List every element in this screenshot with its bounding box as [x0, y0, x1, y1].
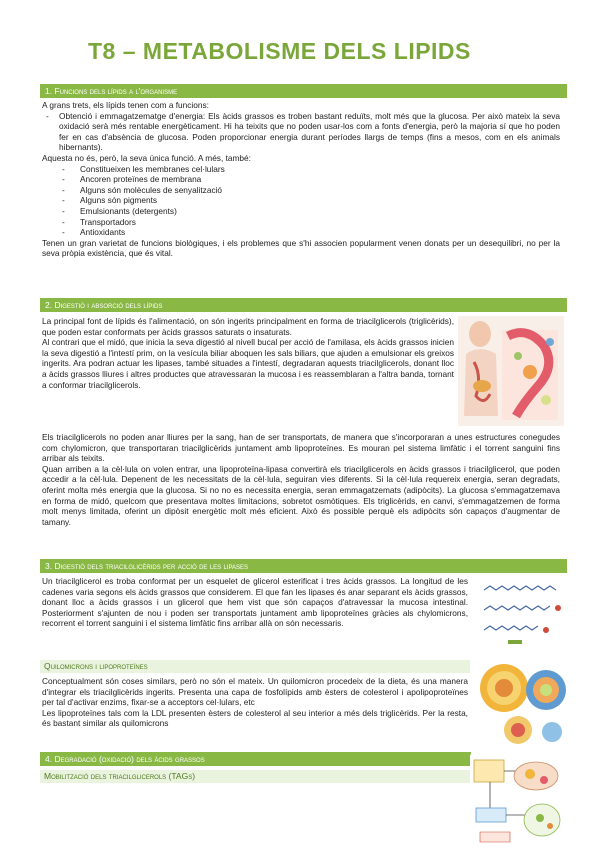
section-3-body — [42, 576, 468, 629]
s1-more-item: - Antioxidants — [42, 227, 560, 238]
section-1-heading: 1. Funcions dels lípids a l'organisme — [40, 84, 567, 98]
s2-p3: Els triacilglicerols no poden anar lliures per la sang, han de ser transportats, de manera que s'incorporaran a unes estructures conegudes com chylomicron, que transportaran triacilglicèrids juntament amb lipoproteïnes. Es mouran pel sistema limfàtic i el torrent sanguini fins arribar als teixits. — [42, 432, 560, 464]
s1-intro: A grans trets, els lípids tenen com a funcions: — [42, 100, 209, 110]
section-1-body — [42, 100, 560, 259]
s1-more-item: - Alguns són molècules de senyalització — [42, 185, 560, 196]
s3-p3: Les lipoproteïnes tals com la LDL presenten èsters de colesterol al seu interior a més dels triglicèrids. Per la resta, és bastant similar als quilomicrons — [42, 707, 468, 729]
s1-more-item: - Constitueixen les membranes cel·lulars — [42, 164, 560, 175]
s2-p2: Al contrari que el midó, que inicia la seva digestió al nivell bucal per acció de l'amilasa, els àcids grassos inicien la seva digestió a l'intestí prim, on la vesícula biliar aboquen les sals biliars, que ajuden a emulsionar els greixos ingerits. Ara podran actuar les lipases, també situades a l'intestí, degradaran aquests triacilglicerols, donant lloc a àcids grassos lliures i altres productes que atravessaran la mucosa i es reassemblaran a l'altra banda, tornant a conformar triacilglicerols. — [42, 337, 454, 390]
chylomicron-lipoprotein-image — [478, 660, 568, 746]
tag-mobilization-diagram-image — [470, 754, 566, 846]
s1-more-item: - Transportadors — [42, 217, 560, 228]
s1-more-item: - Emulsionants (detergents) — [42, 206, 560, 217]
section-3-body-2 — [42, 676, 468, 729]
s1-outro: Tenen un gran varietat de funcions biològiques, i els problemes que s'hi associen popularment venen donats per un desequilibri, no per la seva pròpia existència, que és vital. — [42, 237, 560, 259]
s3-p1: Un triacilglicerol es troba conformat per un esquelet de glicerol esterificat i tres àcids grassos. La longitud de les cadenes varia segons els àcids grassos que considerem. El que fan les lipases és anar separant els àcids grassos, donant lloc a àcids grassos i un glicerol que hem vist que són capaços d'atravessar la mucosa intestinal. Posteriorment s'ajunten de nou i poden ser transportats juntament amb lipoproteïnes gràcies als chylomicrons, recorrent el torrent sanguini i el sistema limfàtic fins arribar allà on són necessaris. — [42, 576, 468, 629]
s3-p2: Conceptualment són coses similars, però no són el mateix. Un quilomicron procedeix de la dieta, és una manera d'integrar els triacilglicèrids ingerits. Presenta una capa de fosfolípids amb èsters de colesterol i apolipoproteïnes per tal d'activar enzims, fixar-se a acceptors cel·lulars, etc — [42, 676, 468, 708]
s1-more-intro: Aquesta no és, però, la seva única funció. A més, també: — [42, 152, 251, 163]
section-2-heading: 2. Digestió i absorció dels lípids — [40, 298, 567, 312]
section-2-body-wide — [42, 432, 560, 527]
section-4-heading: 4. Degradació (oxidació) dels àcids grassos — [40, 752, 471, 766]
s2-p4: Quan arriben a la cèl·lula on volen entrar, una lipoproteïna-lipasa convertirà els triacilglicerols en àcids grassos i triacilglicerol, que poden accedir a la cèl·lula. Depenent de les necessitats de la cèl·lula, seguiran vies diferents. Si la cèl·lula requereix energia, seran degradats, oferint molta més energia que la glucosa. Si no no es necessita energia, seran emmagatzemats (adipòcits). La glucosa s'emmagatzemava en forma de midó, quelcom que presentava moltes limitacions, sobretot osmòtiques. Els triglicèrids, en canvi, s'emmagatzemen de forma molt menys limitada, oferint un dipòsit energètic molt més eficient. Això és possible perquè els adipòcits són capaços d'augmentar de tamany. — [42, 463, 560, 527]
subsection-chylomicrons-heading: Quilomicrons i lipoproteïnes — [40, 660, 470, 673]
s1-item-energy: - Obtenció i emmagatzematge d'energia: Els àcids grassos es troben bastant reduïts, molt més que la glucosa. Per això mateix la seva oxidació serà més rentable energèticament. Hi ha teixits que no poden usar-los com a fonts d'energia, però la majoria sí que ho poden fer en cas d'absència de glucosa. Poden proporcionar energia durant períodes llargs de temps (fins a mesos, com en els animals hibernants). — [42, 111, 560, 153]
s1-more-item: - Alguns són pigments — [42, 195, 560, 206]
triacylglycerol-structure-image — [478, 578, 566, 648]
s1-more-item: - Ancoren proteïnes de membrana — [42, 174, 560, 185]
page-title: T8 – METABOLISME DELS LIPIDS — [88, 38, 471, 64]
digestion-diagram-image — [458, 316, 564, 426]
subsection-tag-mobilization-heading: Mobilització dels triacilglicerols (TAGs) — [40, 770, 470, 783]
section-3-heading: 3. Digestió dels triacilglicèrids per acció de les lipases — [40, 559, 567, 573]
section-2-body-narrow — [42, 316, 454, 390]
s2-p1: La principal font de lípids és l'alimentació, on són ingerits principalment en forma de triacilglicerols (triglicèrids), que poden estar conformats per àcids grassos saturats o insaturats. — [42, 316, 454, 337]
